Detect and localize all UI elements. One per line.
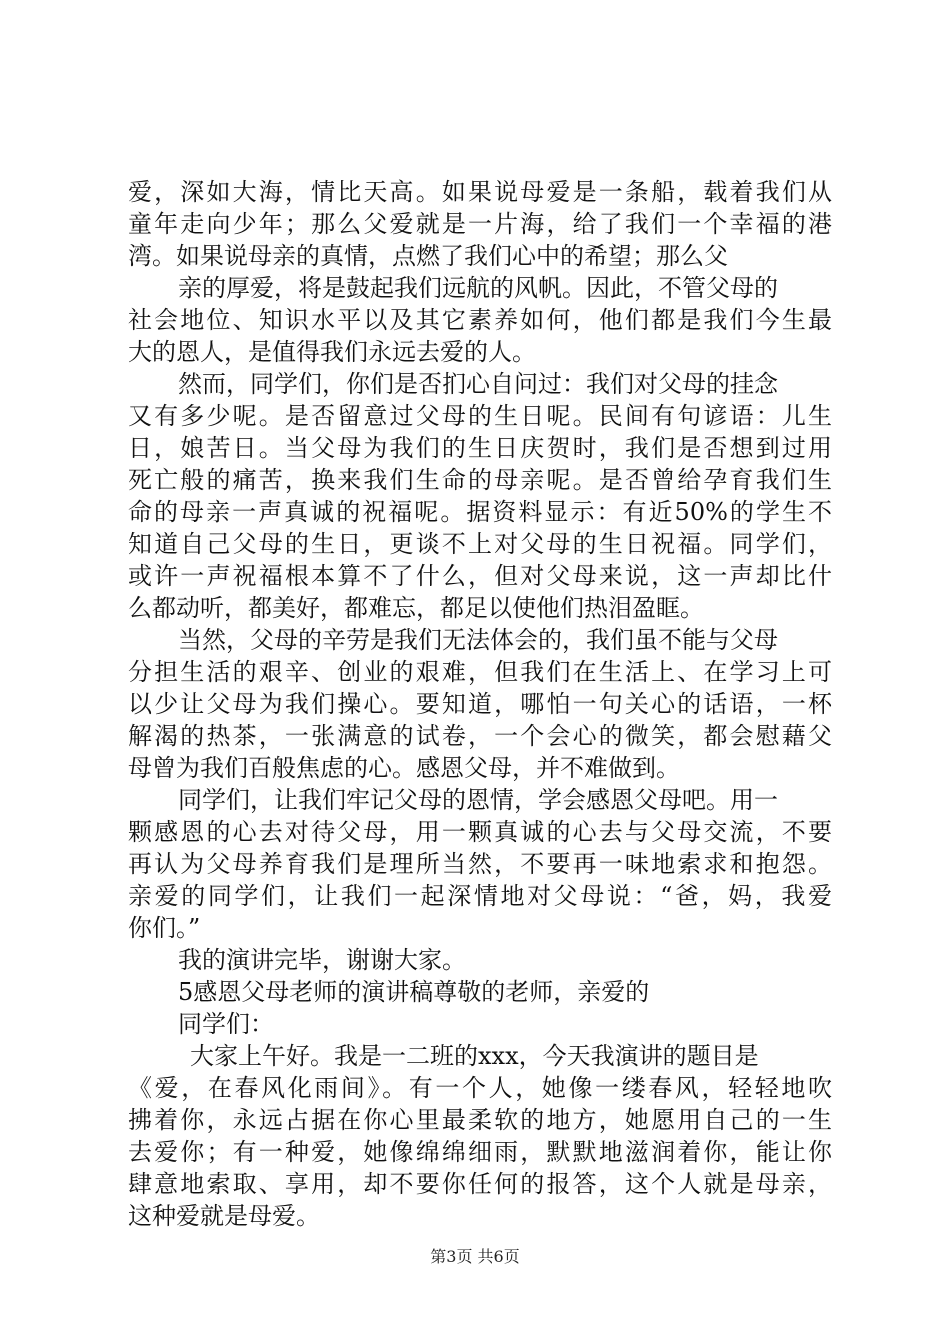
text-line: 你们。” [128,914,201,942]
text-line: 肆意地索取、享用，却不要你任何的报答，这个人就是母亲， [128,1170,832,1198]
text-line: 社会地位、知识水平以及其它素养如何，他们都是我们今生最 [128,306,832,334]
text-line: 大的恩人，是值得我们永远去爱的人。 [128,338,536,366]
text-line: 母曾为我们百般焦虑的心。感恩父母，并不难做到。 [128,754,680,782]
text-line: 拂着你，永远占据在你心里最柔软的地方，她愿用自己的一生 [128,1106,832,1134]
text-line: 童年走向少年；那么父爱就是一片海，给了我们一个幸福的港 [128,210,832,238]
text-line: 死亡般的痛苦，换来我们生命的母亲呢。是否曾给孕育我们生 [128,466,832,494]
text-line: 同学们： [178,1010,274,1038]
text-line: 湾。如果说母亲的真情，点燃了我们心中的希望；那么父 [128,242,728,270]
text-line: 《爱，在春风化雨间》。有一个人，她像一缕春风，轻轻地吹 [128,1074,832,1102]
text-line: 知道自己父母的生日，更谈不上对父母的生日祝福。同学们， [128,530,832,558]
text-line: 再认为父母养育我们是理所当然，不要再一味地索求和抱怨。 [128,850,832,878]
text-line: 这种爱就是母爱。 [128,1202,320,1230]
text-line: 5感恩父母老师的演讲稿尊敬的老师，亲爱的 [178,978,650,1006]
text-line: 颗感恩的心去对待父母，用一颗真诚的心去与父母交流，不要 [128,818,832,846]
text-line: 同学们，让我们牢记父母的恩情，学会感恩父母吧。用一 [178,786,778,814]
text-line: 又有多少呢。是否留意过父母的生日呢。民间有句谚语：儿生 [128,402,832,430]
text-line: 当然，父母的辛劳是我们无法体会的，我们虽不能与父母 [178,626,778,654]
text-line: 亲的厚爱，将是鼓起我们远航的风帆。因此，不管父母的 [178,274,778,302]
text-line: 以少让父母为我们操心。要知道，哪怕一句关心的话语，一杯 [128,690,832,718]
text-line: 然而，同学们，你们是否扪心自问过：我们对父母的挂念 [178,370,778,398]
text-line: 命的母亲一声真诚的祝福呢。据资料显示：有近50%的学生不 [128,498,832,526]
text-line: 我的演讲完毕，谢谢大家。 [178,946,466,974]
text-line: 或许一声祝福根本算不了什么，但对父母来说，这一声却比什 [128,562,832,590]
text-line: 分担生活的艰辛、创业的艰难，但我们在生活上、在学习上可 [128,658,832,686]
text-line: 亲爱的同学们，让我们一起深情地对父母说：“爸，妈，我爱 [128,882,832,910]
page-number-footer: 第3页 共6页 [430,1247,520,1266]
text-line: 日，娘苦日。当父母为我们的生日庆贺时，我们是否想到过用 [128,434,832,462]
text-line: 么都动听，都美好，都难忘，都足以使他们热泪盈眶。 [128,594,704,622]
text-line: 爱，深如大海，情比天高。如果说母爱是一条船，载着我们从 [128,178,832,206]
text-line: 大家上午好。我是一二班的xxx，今天我演讲的题目是 [190,1042,759,1070]
text-line: 解渴的热茶，一张满意的试卷，一个会心的微笑，都会慰藉父 [128,722,832,750]
text-line: 去爱你；有一种爱，她像绵绵细雨，默默地滋润着你，能让你 [128,1138,832,1166]
